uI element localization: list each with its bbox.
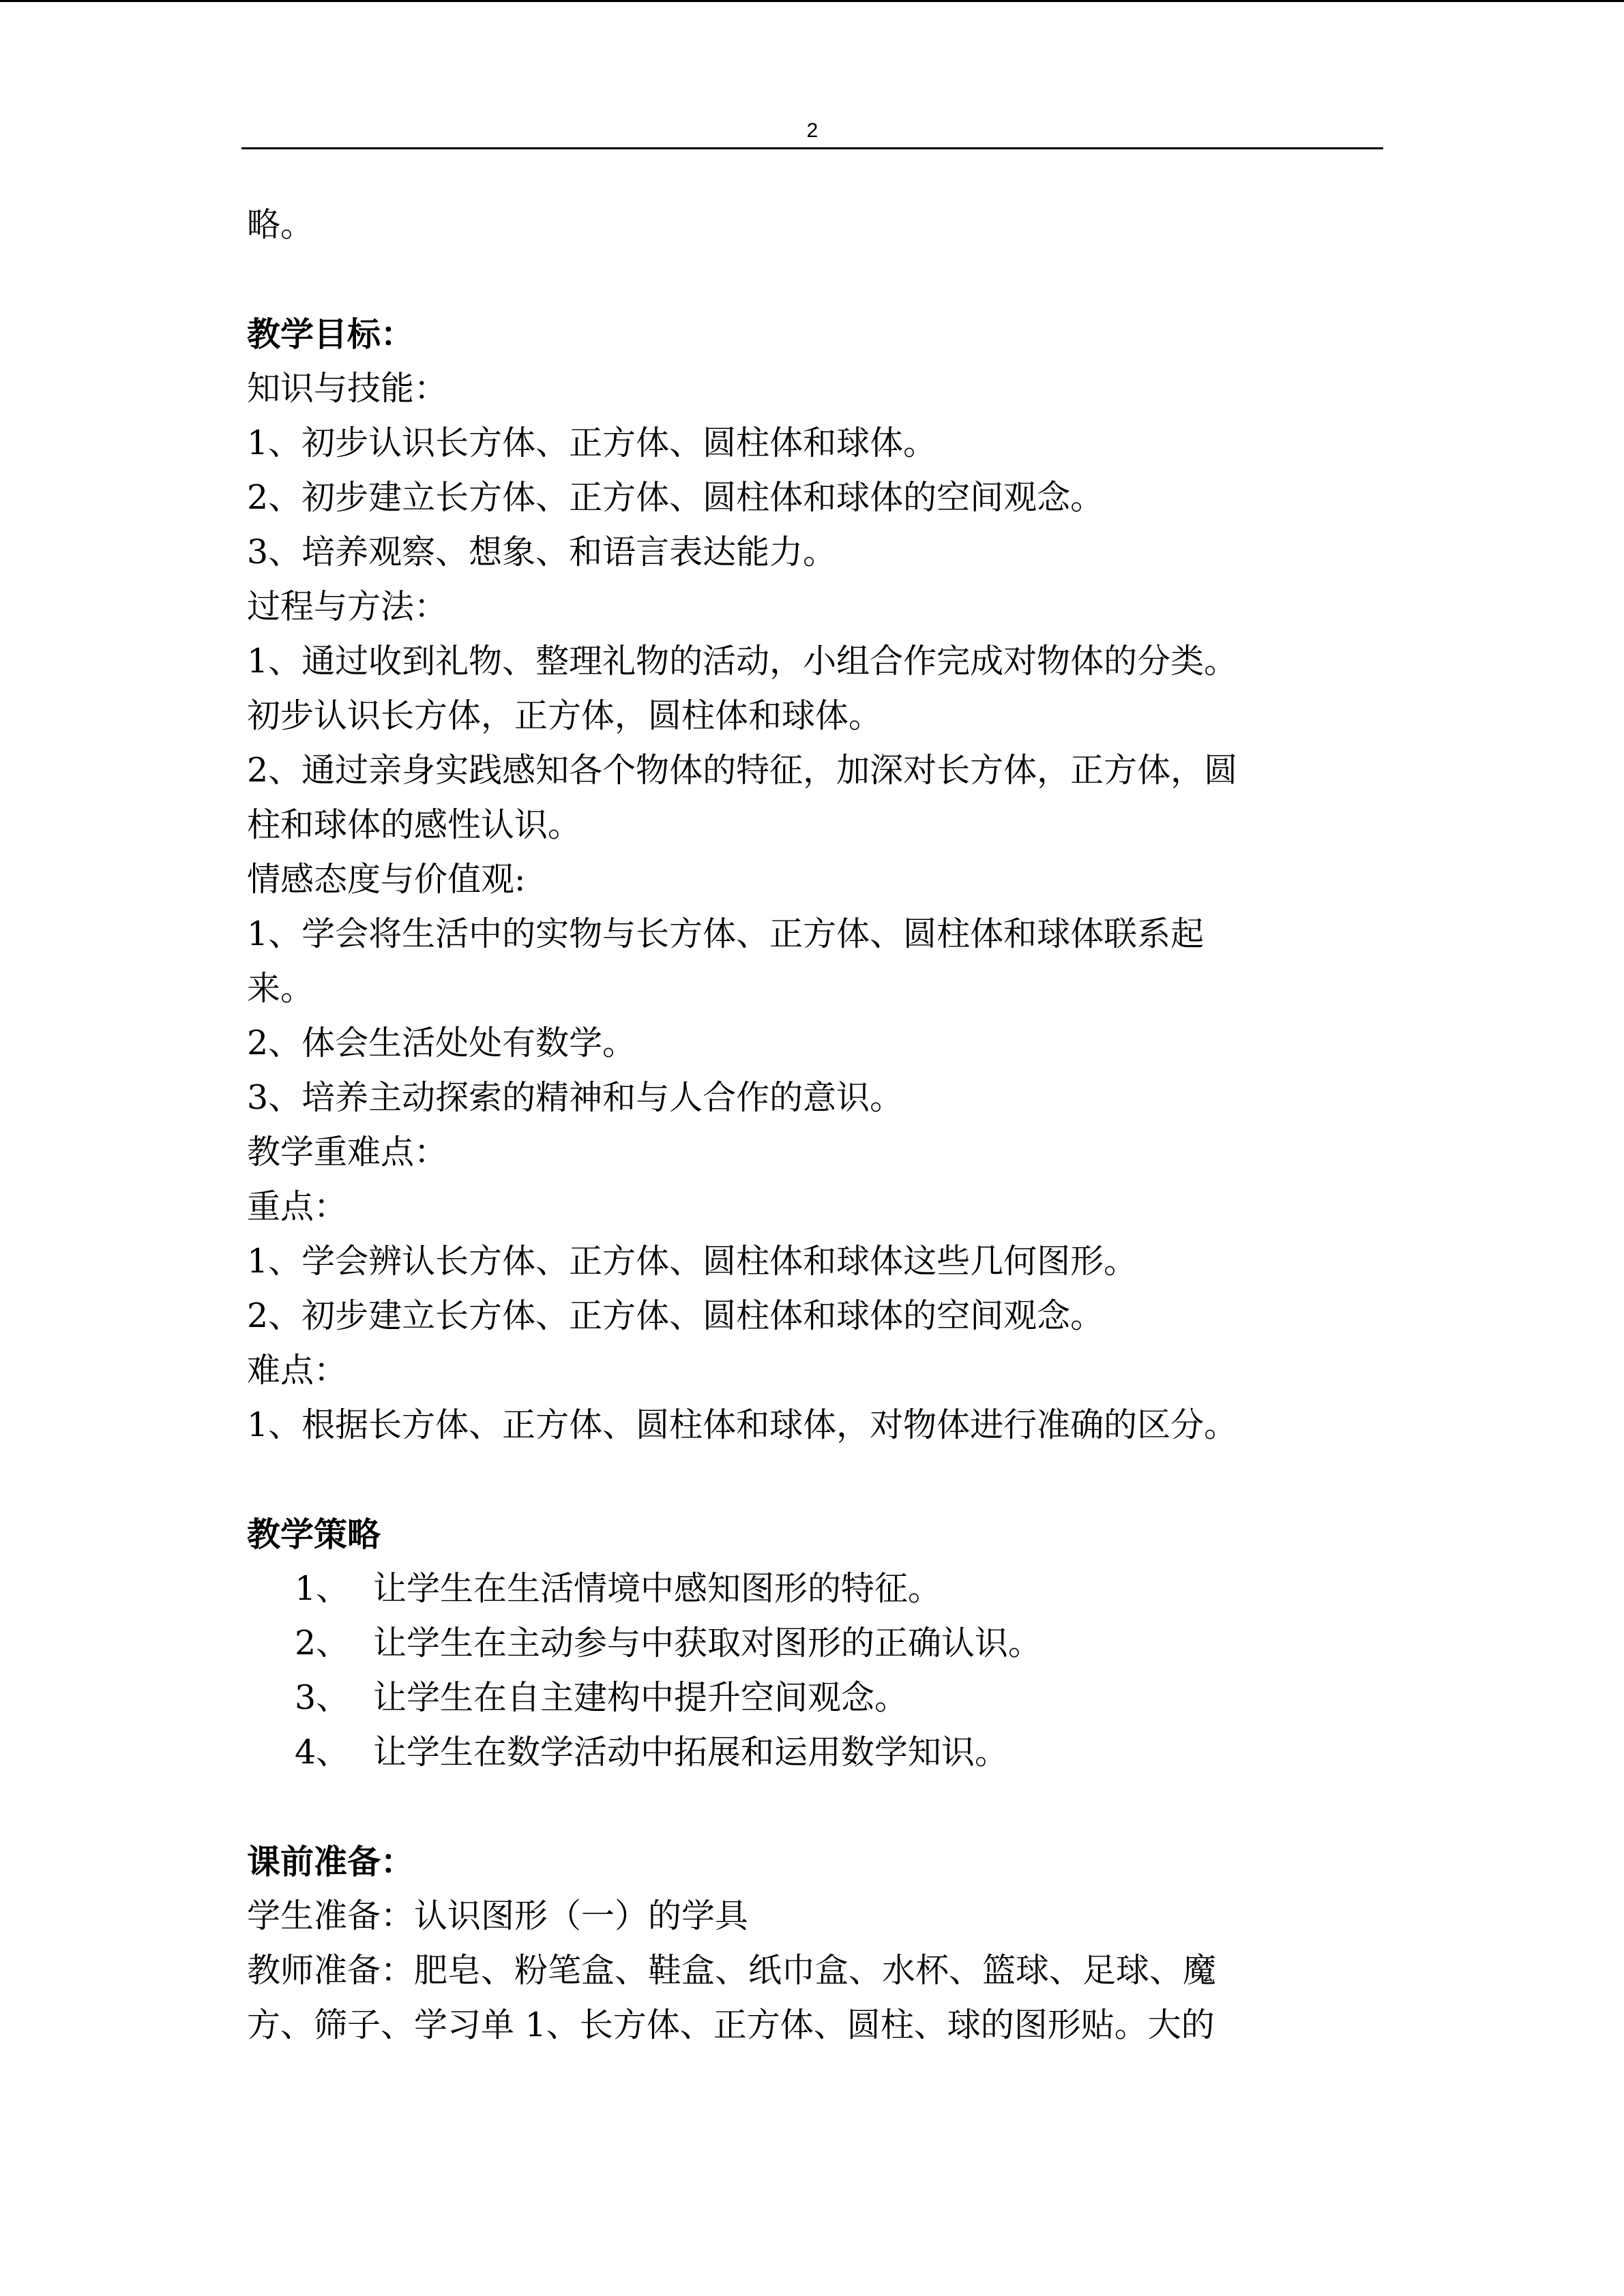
strategy-list-item — [247, 1725, 1379, 1780]
subheading-key-difficult-points: 教学重难点： — [247, 1133, 448, 1172]
document-body — [247, 198, 1379, 2053]
paragraph-line: 2、初步建立长方体、正方体、圆柱体和球体的空间观念。 — [247, 478, 1104, 517]
paragraph-line: 来。 — [247, 969, 314, 1008]
paragraph-line: 2、通过亲身实践感知各个物体的特征，加深对长方体，正方体，圆 — [247, 751, 1238, 790]
list-number: 4、 — [295, 1733, 350, 1772]
paragraph-line: 2、体会生活处处有数学。 — [247, 1024, 636, 1062]
paragraph-line: 方、筛子、学习单 1、长方体、正方体、圆柱、球的图形贴。大的 — [247, 2006, 1215, 2044]
strategy-list-item — [247, 1671, 1379, 1725]
header-rule — [241, 147, 1383, 149]
page-number: 2 — [806, 119, 818, 142]
paragraph-line: 学生准备：认识图形（一）的学具 — [247, 1896, 749, 1935]
paragraph-line: 柱和球体的感性认识。 — [247, 805, 582, 844]
paragraph-line: 2、初步建立长方体、正方体、圆柱体和球体的空间观念。 — [247, 1296, 1104, 1335]
heading-preparation: 课前准备： — [247, 1842, 415, 1881]
paragraph-line: 3、培养主动探索的精神和与人合作的意识。 — [247, 1078, 904, 1117]
blank-line — [247, 1780, 1379, 1834]
paragraph-line: 1、通过收到礼物、整理礼物的活动，小组合作完成对物体的分类。 — [247, 642, 1238, 681]
strategy-list-item — [247, 1562, 1379, 1616]
paragraph-line: 1、学会辨认长方体、正方体、圆柱体和球体这些几何图形。 — [247, 1242, 1138, 1281]
paragraph-line: 3、培养观察、想象、和语言表达能力。 — [247, 533, 837, 571]
heading-teaching-goals: 教学目标： — [247, 314, 415, 354]
blank-line — [247, 1452, 1379, 1507]
page-top-border — [0, 0, 1624, 2]
subheading-process-method: 过程与方法： — [247, 587, 448, 626]
paragraph-line: 初步认识长方体，正方体，圆柱体和球体。 — [247, 696, 883, 735]
list-text: 让学生在主动参与中获取对图形的正确认识。 — [373, 1624, 1042, 1663]
paragraph-line: 1、初步认识长方体、正方体、圆柱体和球体。 — [247, 423, 937, 462]
subheading-attitude-values: 情感态度与价值观: — [247, 860, 526, 899]
paragraph-line: 教师准备：肥皂、粉笔盒、鞋盒、纸巾盒、水杯、篮球、足球、魔 — [247, 1951, 1217, 1990]
list-number: 1、 — [295, 1569, 350, 1608]
paragraph-line: 1、根据长方体、正方体、圆柱体和球体，对物体进行准确的区分。 — [247, 1405, 1238, 1444]
blank-line — [247, 252, 1379, 307]
list-text: 让学生在自主建构中提升空间观念。 — [373, 1678, 909, 1717]
subheading-difficult-points: 难点： — [247, 1351, 348, 1390]
list-text: 让学生在生活情境中感知图形的特征。 — [373, 1569, 942, 1608]
strategy-list-item — [247, 1616, 1379, 1671]
subheading-knowledge-skills: 知识与技能： — [247, 369, 448, 408]
heading-teaching-strategy: 教学策略 — [247, 1515, 381, 1554]
page-header — [241, 109, 1383, 150]
subheading-key-points: 重点： — [247, 1187, 348, 1226]
paragraph-line: 1、学会将生活中的实物与长方体、正方体、圆柱体和球体联系起 — [247, 914, 1205, 953]
paragraph-line: 略。 — [247, 205, 314, 244]
list-text: 让学生在数学活动中拓展和运用数学知识。 — [373, 1733, 1009, 1772]
list-number: 2、 — [295, 1624, 350, 1663]
list-number: 3、 — [295, 1678, 350, 1717]
